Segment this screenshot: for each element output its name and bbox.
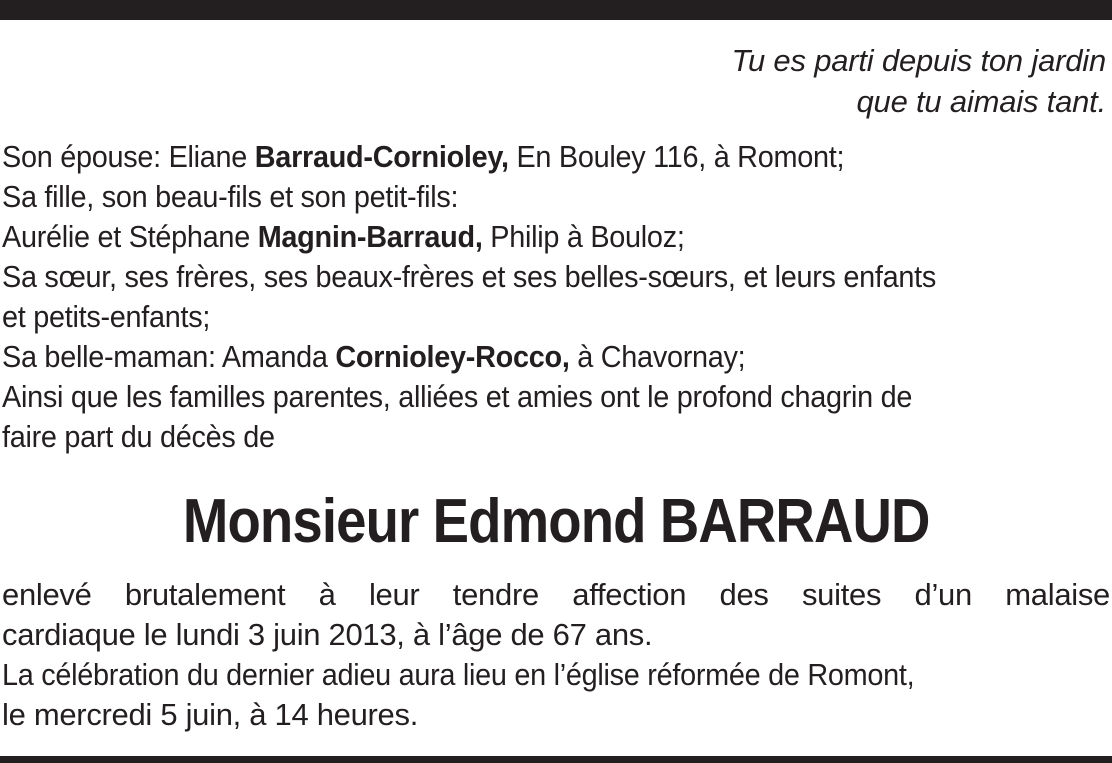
spouse-prefix: Son épouse: Eliane [2,139,255,174]
daughter-name: Magnin-Barraud, [257,219,483,254]
closing-line-1: Ainsi que les familles parentes, alliées et amies ont le profond chagrin de [2,379,913,414]
deceased-name-heading [0,482,1112,562]
spouse-name: Barraud-Cornioley, [254,139,509,174]
deceased-name: Monsieur Edmond BARRAUD [182,487,930,556]
death-details [2,575,1110,735]
details-line-4: le mercredi 5 juin, à 14 heures. [2,697,419,732]
family-announcement [2,137,1032,457]
daughter-suffix: Philip à Bouloz; [482,219,685,254]
epigraph [732,40,1106,122]
mother-in-law-prefix: Sa belle-maman: Amanda [2,339,336,374]
top-border-rule [0,0,1112,20]
spouse-line [2,137,1032,177]
bottom-border-rule [0,756,1112,763]
epigraph-line-1: Tu es parti depuis ton jardin [731,43,1106,78]
daughter-intro-line: Sa fille, son beau-fils et son petit-fils: [2,179,459,214]
mother-in-law-line [2,337,1032,377]
mother-in-law-suffix: à Chavornay; [569,339,746,374]
details-line-3-text: La célébration du dernier adieu aura lieu en l’église réformée de Romont, [2,657,915,692]
mother-in-law-name: Cornioley-Rocco, [335,339,570,374]
siblings-line-2: et petits-enfants; [2,299,211,334]
epigraph-line-2: que tu aimais tant. [856,84,1106,119]
details-line-1: enlevé brutalement à leur tendre affection des suites d’un malaise [2,577,1110,612]
siblings-line-1: Sa sœur, ses frères, ses beaux-frères et ses belles-sœurs, et leurs enfants [2,259,937,294]
closing-line-2: faire part du décès de [2,419,275,454]
spouse-suffix: En Bouley 116, à Romont; [508,139,845,174]
details-line-3 [2,655,1110,695]
details-line-2: cardiaque le lundi 3 juin 2013, à l’âge de 67 ans. [2,617,653,652]
daughter-prefix: Aurélie et Stéphane [2,219,258,254]
daughter-line [2,217,1032,257]
